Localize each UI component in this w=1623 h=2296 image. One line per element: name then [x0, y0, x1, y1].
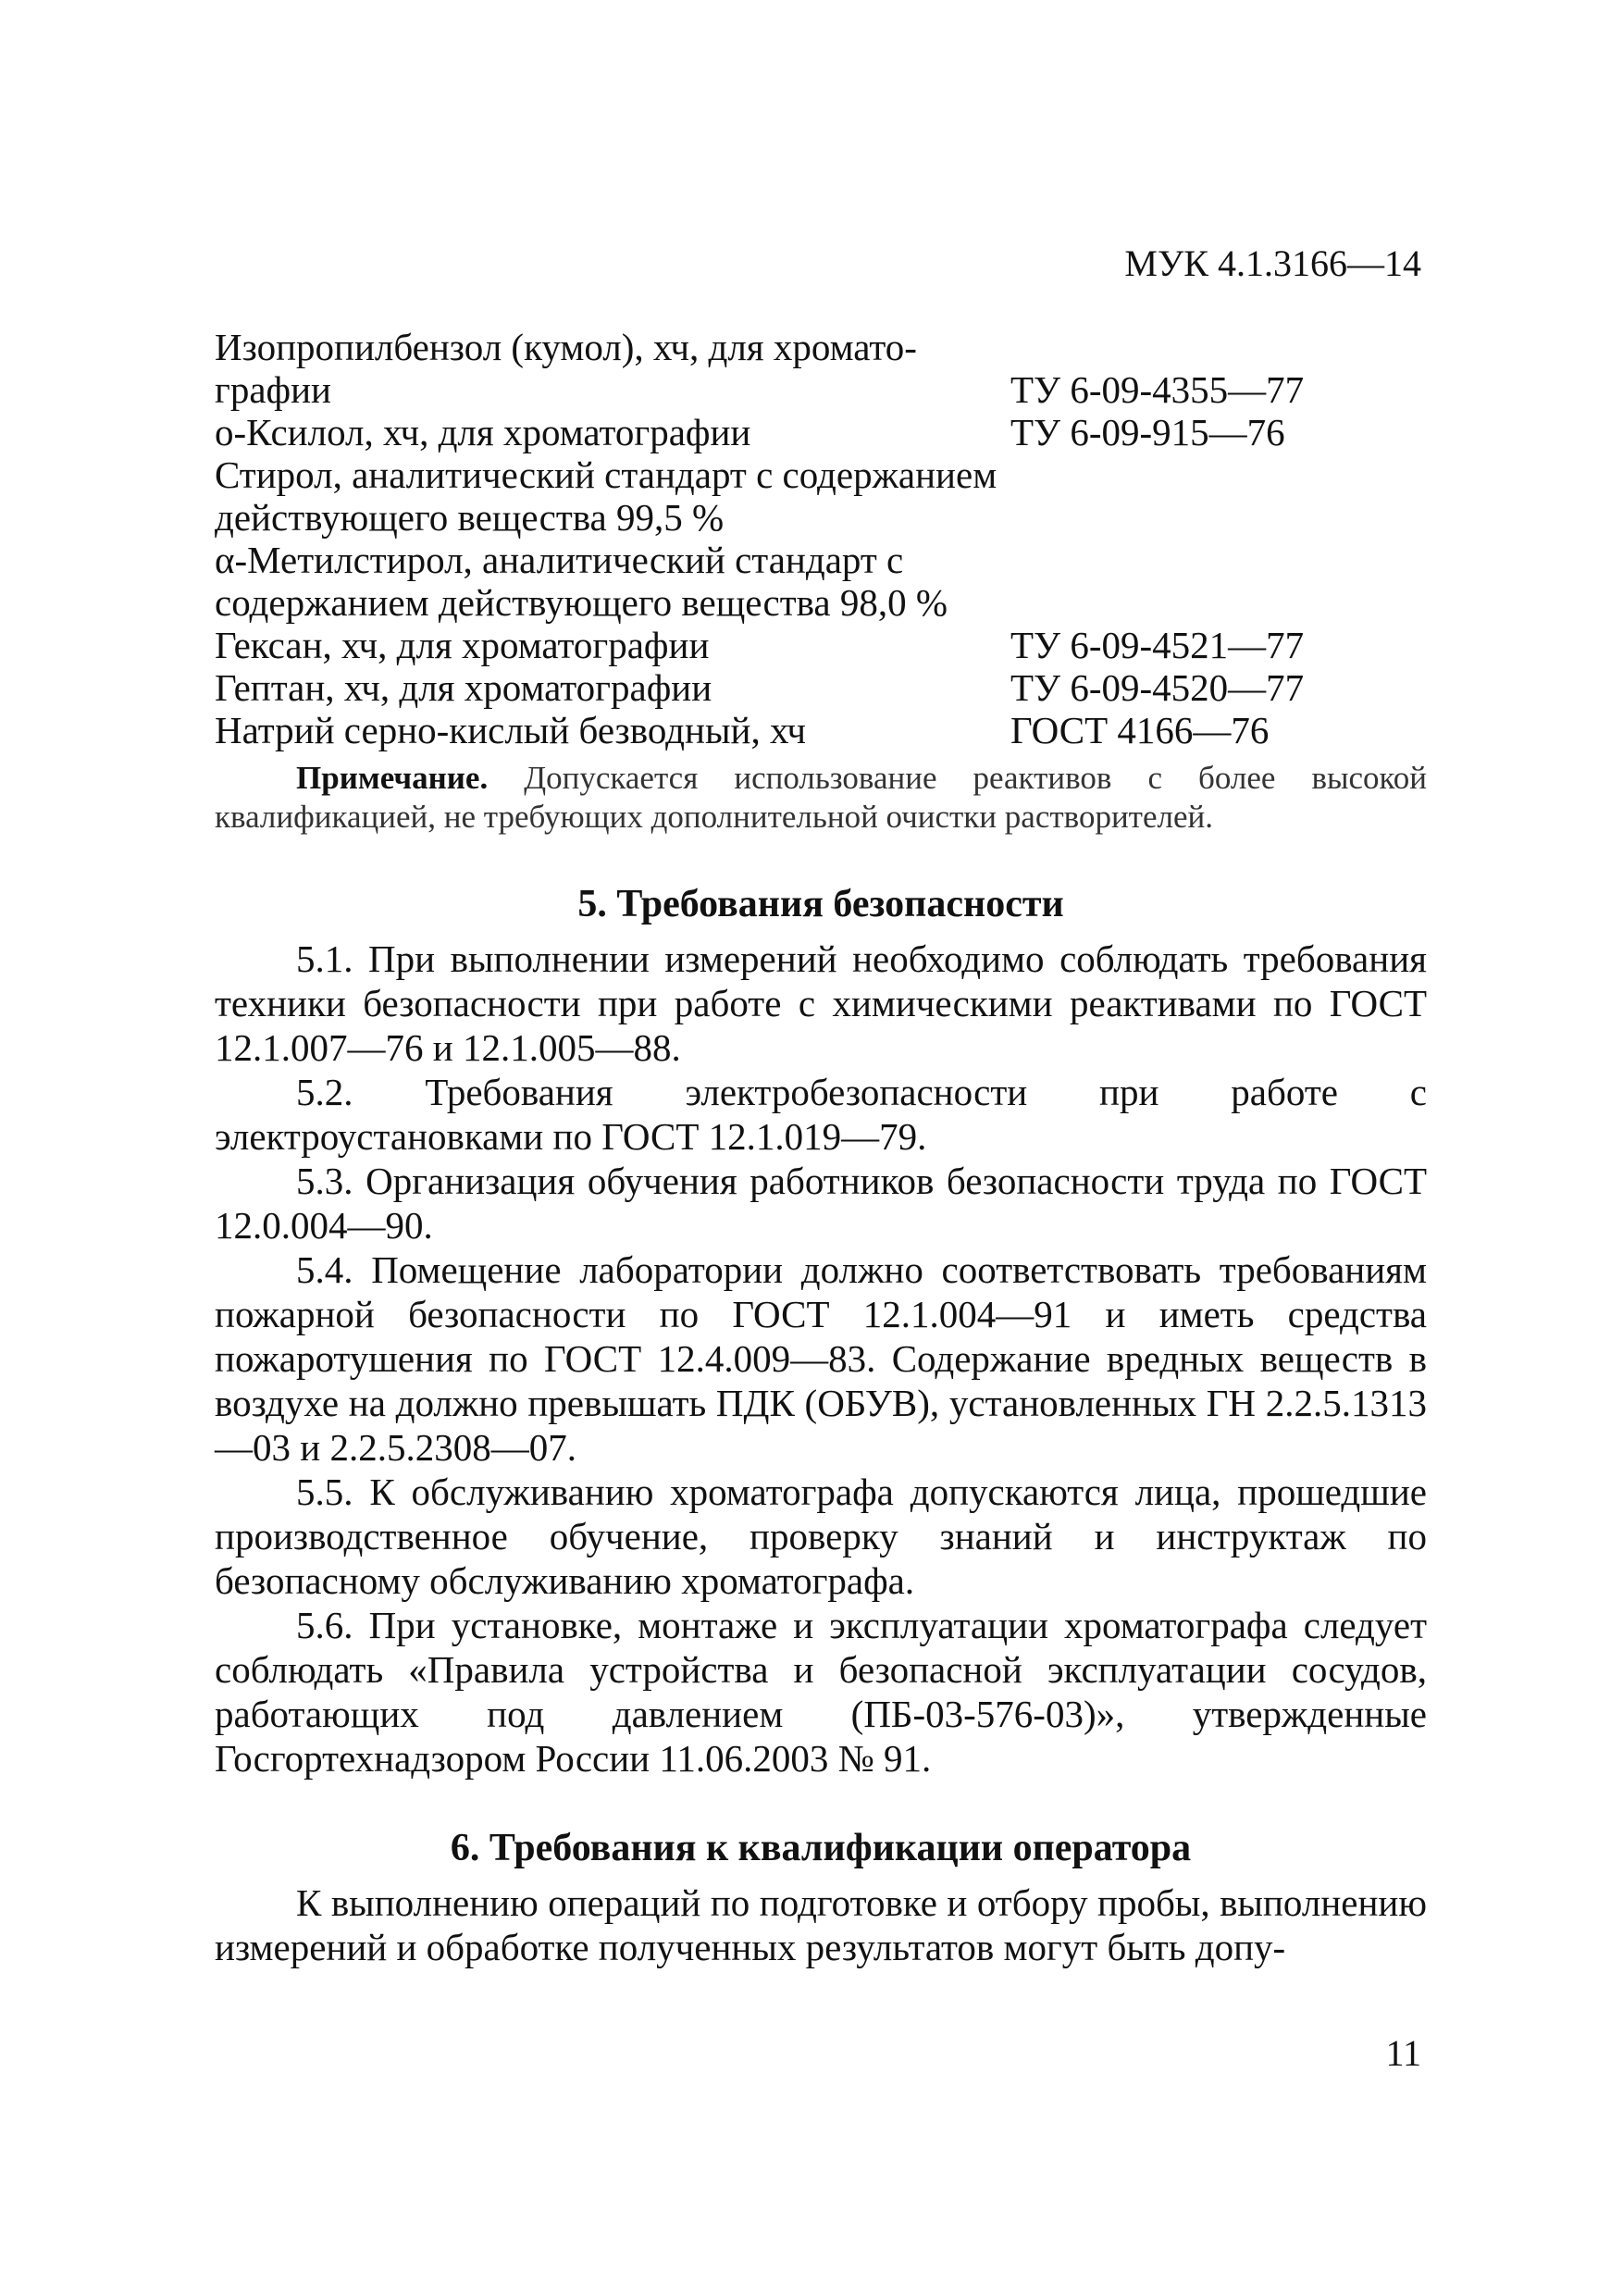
- paragraph-5-2: 5.2. Требования электробезопасности при работе с электроустановками по ГОСТ 12.1.019—79.: [215, 1071, 1427, 1158]
- reagent-standard: [1010, 539, 1427, 624]
- note-label: Примечание.: [296, 760, 489, 796]
- reagent-row: [215, 453, 1427, 539]
- paragraph-5-1: 5.1. При выполнении измерений необходимо соблюдать требования техники безопасности при работе с химическими реактивами по ГОСТ 12.1.007—76 и 12.1.005—88.: [215, 937, 1427, 1069]
- paragraph-5-4: 5.4. Помещение лаборатории должно соответствовать требованиям пожарной безопасности по ГОСТ 12.1.004—91 и иметь средства пожаротушения по ГОСТ 12.4.009—83. Содержание вредных веществ в воздухе на должно превышать ПДК (ОБУВ), установленных ГН 2.2.5.1313—03 и 2.2.5.2308—07.: [215, 1248, 1427, 1469]
- paragraph-5-5: 5.5. К обслуживанию хроматографа допускаются лица, прошедшие производственное обучение, проверку знаний и инструктаж по безопасному обслуживанию хроматографа.: [215, 1471, 1427, 1602]
- reagent-standard: ТУ 6-09-4355—77: [1010, 368, 1305, 411]
- reagent-list: [215, 326, 1427, 751]
- reagent-name: Изопропилбензол (кумол), хч, для хромато-графии: [215, 326, 917, 411]
- paragraph-5-6: 5.6. При установке, монтаже и эксплуатации хроматографа следует соблюдать «Правила устройства и безопасной эксплуатации сосудов, работающих под давлением (ПБ-03-576-03)», утвержденные Госгортехнадзором России 11.06.2003 № 91.: [215, 1604, 1427, 1780]
- paragraph-5-3: 5.3. Организация обучения работников безопасности труда по ГОСТ 12.0.004—90.: [215, 1160, 1427, 1247]
- reagent-standard: ГОСТ 4166—76: [1010, 709, 1270, 751]
- reagent-name: Гептан, хч, для хроматографии: [215, 666, 712, 709]
- document-code: МУК 4.1.3166—14: [1124, 242, 1421, 284]
- paragraph-6-1: К выполнению операций по подготовке и отбору пробы, выполнению измерений и обработке полученных результатов могут быть допу-: [215, 1881, 1427, 1968]
- reagent-name: Натрий серно-кислый безводный, хч: [215, 709, 807, 751]
- reagent-standard: ТУ 6-09-4521—77: [1010, 624, 1305, 666]
- reagent-row: [215, 326, 1427, 411]
- reagent-name: α-Метилстирол, аналитический стандарт с содержанием действующего вещества 98,0 %: [215, 539, 948, 624]
- reagent-row: [215, 624, 1427, 666]
- reagent-row: [215, 709, 1427, 751]
- page-content: [215, 326, 1427, 1969]
- reagent-row: [215, 411, 1427, 453]
- reagent-name: Стирол, аналитический стандарт с содержанием действующего вещества 99,5 %: [215, 453, 997, 539]
- section-6-title: 6. Требования к квалификации оператора: [450, 1827, 1192, 1869]
- note-text: Допускается использование реактивов с более высокой квалификацией, не требующих дополнительной очистки растворителей.: [215, 760, 1428, 835]
- reagent-row: [215, 666, 1427, 709]
- reagent-standard: ТУ 6-09-4520—77: [1010, 666, 1305, 709]
- reagent-standard: [1010, 453, 1427, 539]
- section-5-title: 5. Требования безопасности: [577, 883, 1064, 925]
- reagent-name: Гексан, хч, для хроматографии: [215, 624, 710, 666]
- note: [215, 759, 1427, 837]
- page-number: 11: [1385, 2032, 1421, 2074]
- reagent-row: [215, 539, 1427, 624]
- reagent-standard: ТУ 6-09-915—76: [1010, 411, 1285, 453]
- reagent-name: о-Ксилол, хч, для хроматографии: [215, 411, 751, 453]
